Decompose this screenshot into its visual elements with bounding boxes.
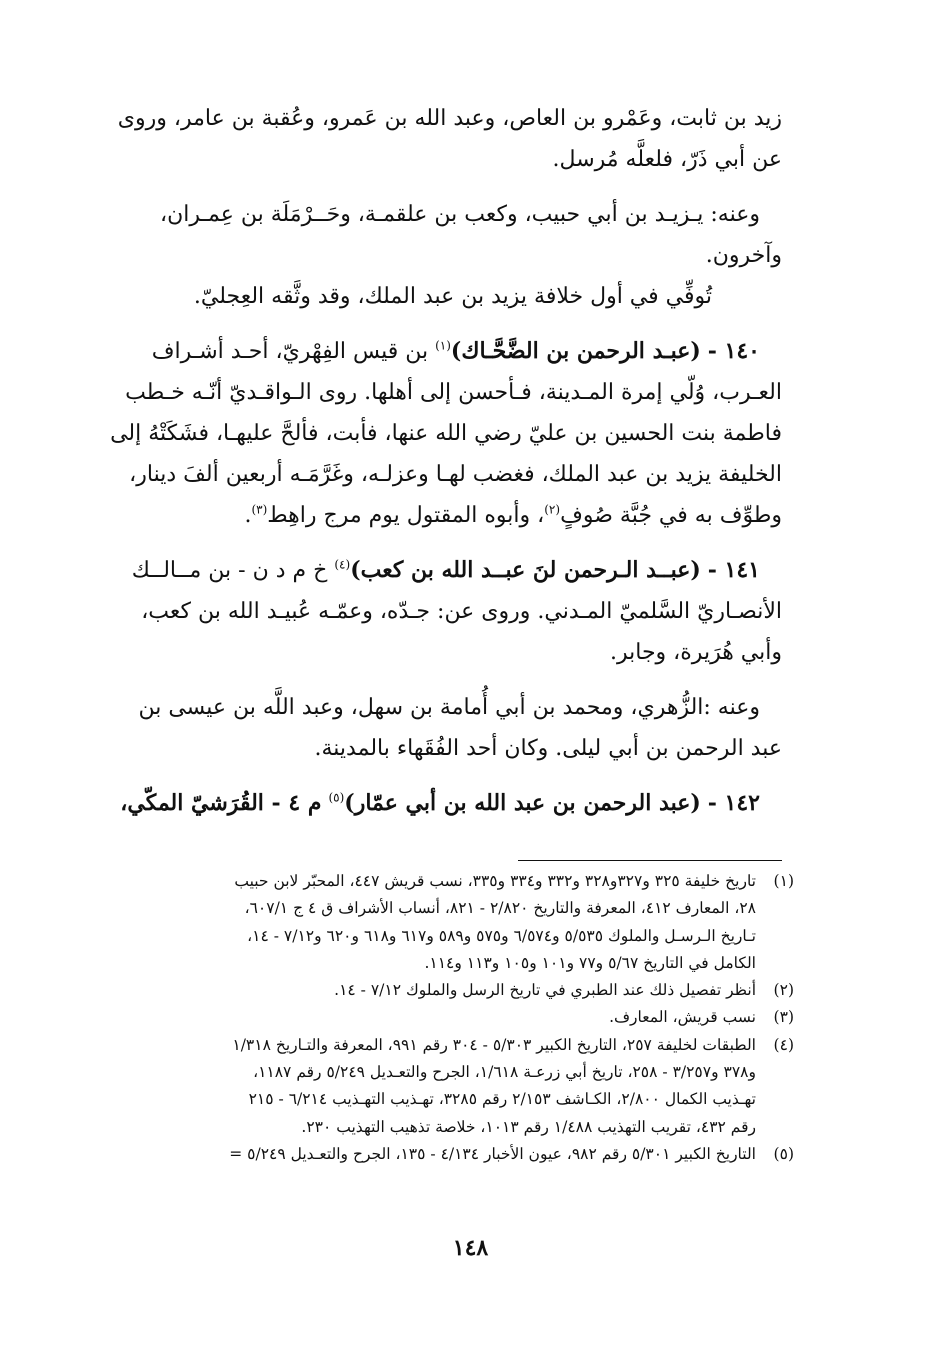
footnote	[82, 977, 794, 1004]
entry-name: (عبد الرحمن بن عبد الله بن أبي عمّار)	[344, 790, 701, 816]
text-line: وآخرون.	[705, 243, 782, 268]
footnote-divider	[518, 860, 782, 861]
entry-number: ١٤٠ -	[707, 338, 760, 364]
footnote-text	[82, 1004, 756, 1031]
footnote-line: الطبقات لخليفة ٢٥٧، التاريخ الكبير ٥/٣٠٣ - ٣٠٤ رقم ٩٩١، المعرفة والتـاريخ ١/٣١٨	[232, 1035, 756, 1054]
text-line: وعنه: يـزيـد بن أبي حبيب، وكعب بن علقمـة، وحَــرْمَلَة بن عِمـران،	[160, 202, 760, 227]
footnote-line: تـاريخ الـرسـل والملوك ٥/٥٣٥ و٦/٥٧٤ و٥٧٥ و٥٨٩ و٦١٧ و٦١٨ و٦٢٠ و٧/١٢ - ١٤،	[247, 926, 756, 945]
footnote-ref: (١)	[435, 338, 451, 353]
text-span: بن قيس الفِهْريّ، أحـد أشـراف	[151, 339, 429, 364]
text-line: عن أبي ذَرّ، فلعلَّه مُرسل.	[552, 147, 782, 172]
text-span: ، وأبوه المقتول يوم مرج راهِط	[267, 503, 545, 528]
footnote-ref: (٤)	[334, 557, 351, 572]
text-line: زيد بن ثابت، وعَمْرو بن العاص، وعبد الله بن عَمرو، وعُقبة بن عامر، وروى	[117, 106, 782, 131]
footnote-line: نسب قريش، المعارف.	[609, 1008, 756, 1027]
footnote-line: ٢٨، المعارف ٤١٢، المعرفة والتاريخ ٢/٨٢٠ - ٨٢١، أنساب الأشراف ق ٤ ج ٦٠٧/١،	[244, 899, 756, 918]
text-line: وأبي هُرَيرة، وجابر.	[610, 640, 782, 665]
footnote-number: (٥)	[773, 1144, 794, 1163]
footnote-line: و٣٧٨ و٣/٢٥٧ - ٢٥٨، تاريخ أبي زرعـة ١/٦١٨، الجرح والتعـديل ٥/٢٤٩ رقم ١١٨٧،	[253, 1063, 756, 1082]
text-line: العـرب، وُلّي إمرة المـدينة، فـأحسن إلى أهلها. روى الـواقـديّ أنّـه خـطب	[125, 380, 782, 405]
footnote	[82, 868, 794, 977]
main-text	[82, 98, 782, 824]
footnote-ref: (٥)	[328, 790, 345, 805]
text-line: الخليفة يزيد بن عبد الملك، فغضب لهـا وعزلـه، وغَرَّمَـه أربعين ألفَ دينار،	[129, 462, 782, 487]
footnote-number: (٤)	[773, 1035, 794, 1054]
text-span: م ٤ - القُرَشيّ المكّي،	[120, 790, 322, 816]
text-line	[82, 495, 782, 536]
entry-141-heading	[82, 550, 782, 591]
entry-142-heading	[82, 783, 782, 824]
footnote	[82, 1141, 794, 1168]
footnote-line: رقم ٤٣٢، تقريب التهذيب ١/٤٨٨ رقم ١٠١٣، خلاصة تذهيب التهذيب ٢٣٠.	[301, 1117, 756, 1136]
footnote-line: أنظر تفصيل ذلك عند الطبري في تاريخ الرسل والملوك ٧/١٢ - ١٤.	[334, 981, 756, 1000]
footnote-number: (١)	[773, 872, 794, 890]
footnote-text	[82, 1141, 756, 1168]
text-line: وعنه :الزُّهري، ومحمد بن أبي أُمامة بن سهل، وعبد اللَّه بن عيسى بن	[138, 695, 760, 720]
footnote-number: (٢)	[773, 981, 794, 1000]
footnotes	[82, 868, 794, 1168]
entry-name: (عبــد الـرحمن لنَ عبــد الله بن كعب)	[350, 557, 701, 583]
entry-name: (عبـد الرحمن بن الضَّحَّـاك)	[450, 338, 701, 364]
footnote-ref: (٣)	[251, 502, 268, 517]
entry-140-heading	[82, 331, 782, 372]
footnote-number: (٣)	[773, 1008, 794, 1027]
footnote	[82, 1004, 794, 1031]
footnote-text	[82, 1032, 756, 1141]
text-line: فاطمة بنت الحسين بن عليّ رضي الله عنها، فأبت، فألحَّ عليهـا، فشَكَتْهُ إلى	[110, 421, 782, 446]
entry-number: ١٤١ -	[707, 557, 760, 583]
text-line: تُوفِّي في أول خلافة يزيد بن عبد الملك، وقد وثَّقه العِجليّ.	[193, 284, 712, 309]
text-line: الأنصـاريّ السَّلميّ المـدني. وروى عن: جـدّه، وعمّـه عُبيـد الله بن كعب،	[141, 599, 782, 624]
footnote-ref: (٢)	[544, 502, 561, 517]
page-number: ١٤٨	[452, 1235, 489, 1261]
footnote-text	[82, 868, 756, 977]
text-span: خ م د ن - بن مــالــك	[131, 558, 328, 583]
footnote-text	[82, 977, 756, 1004]
footnote-line: تاريخ خليفة ٣٢٥ و٣٢٧و٣٢٨ و٣٣٢ و٣٣٤ و٣٣٥، نسب قريش ٤٤٧، المحبّر لابن حبيب	[234, 872, 756, 890]
footnote-line: تهـذيب الكمال ٢/٨٠٠، الكـاشف ٢/١٥٣ رقم ٣٢٨٥، تهـذيب التهـذيب ٦/٢١٤ - ٢١٥	[248, 1090, 756, 1109]
text-span: .	[244, 503, 252, 528]
text-span: وطوِّف به في جُبَّة صُوفٍ	[560, 503, 782, 528]
footnote-line: الكامل في التاريخ ٥/٦٧ و٧٧ و١٠١ و١٠٥ و١١٣ و١١٤.	[424, 953, 756, 972]
footnote-line: التاريخ الكبير ٥/٣٠١ رقم ٩٨٢، عيون الأخبار ٤/١٣٤ - ١٣٥، الجرح والتعـديل ٥/٢٤٩ =	[229, 1144, 756, 1163]
footnote	[82, 1032, 794, 1141]
text-line: عبد الرحمن بن أبي ليلى. وكان أحد الفُقَهاء بالمدينة.	[314, 736, 782, 761]
entry-number: ١٤٢ -	[707, 790, 760, 816]
